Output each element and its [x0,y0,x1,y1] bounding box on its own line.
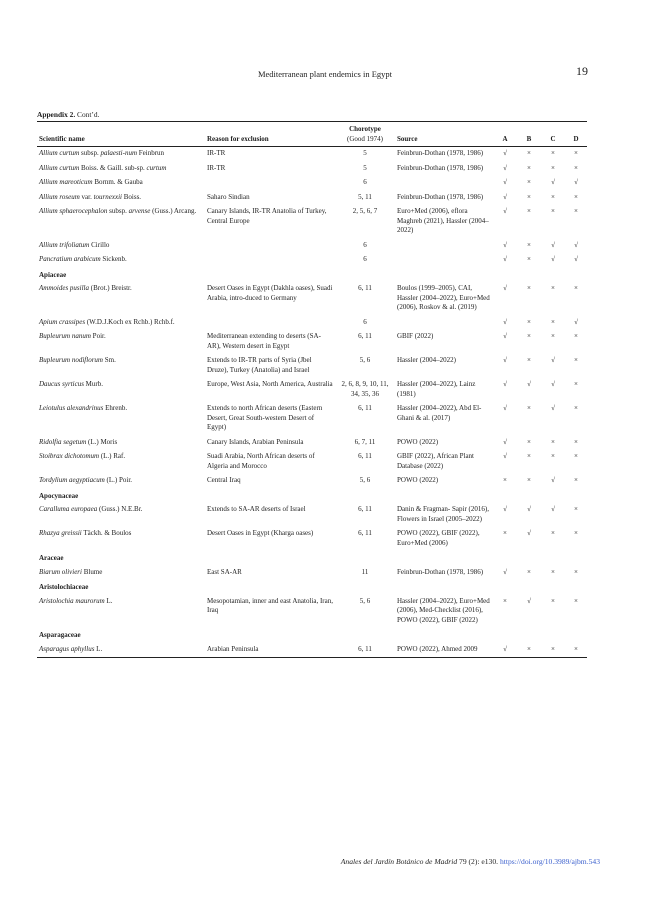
table-row [37,354,587,378]
name-part: subsp. [107,207,129,215]
table-row [37,474,587,489]
name-part: arvense [128,207,151,215]
source-ref: Danin & Fragman- Sapir (2016), Flowers in Israel (2005–2022) [397,505,489,523]
col-d-mark: × [574,207,578,215]
exclusion-table [37,121,587,658]
family-name: Apocynaceae [39,491,79,500]
col-d-mark: × [574,149,578,157]
col-c-mark: × [551,452,555,460]
col-header-source: Source [397,134,418,143]
col-d-mark: √ [574,317,578,326]
col-a-mark: √ [503,505,507,513]
exclusion-reason: Arabian Peninsula [207,644,259,653]
chorotype-value: 11 [361,567,369,576]
col-a-mark: √ [503,644,507,653]
family-name: Aristolochiaceae [39,583,89,591]
name-part: Leiotulus alexandrinus [39,404,104,412]
exclusion-reason: Central Iraq [207,476,241,484]
name-part: Tordylium aegyptiacum [39,476,105,484]
appendix-label: Appendix 2. [37,110,76,119]
name-part: curtum [146,163,167,172]
name-part: Boiss. [121,192,142,201]
table-row [37,436,587,451]
chorotype-value: 2, 6, 8, 9, 10, 11, 34, 35, 36 [341,380,389,398]
source-ref: Feinbrun-Dothan (1978, 1986) [397,192,484,201]
source-ref: Boulos (1999–2005), CAI, Hassler (2004–2022), Euro+Med (2006), Roskov & al. (2019) [397,284,490,311]
scientific-name [37,147,205,162]
chorotype-value: 5, 6 [359,596,371,605]
table-body [37,147,587,658]
col-d-mark: √ [574,255,578,263]
source-ref [395,316,493,331]
scientific-name [37,316,205,331]
source-ref: Feinbrun-Dothan (1978, 1986) [397,567,484,576]
col-d-mark: × [574,284,578,292]
name-part: Ridolfia segetum [39,437,87,446]
col-a-mark: √ [503,567,507,576]
scientific-name [37,239,205,254]
exclusion-reason: East SA-AR [207,567,242,576]
name-part: var. [79,192,94,201]
chorotype-value: 5, 6 [359,356,371,364]
family-row [37,580,587,595]
page-number: 19 [576,64,588,78]
col-a-mark: √ [503,332,507,340]
name-part: Stoibrax dichotomum [39,452,100,460]
col-c-mark: √ [551,380,555,388]
col-a-mark: √ [503,178,507,186]
col-c-mark: × [551,207,555,215]
col-d-mark: × [574,505,578,513]
footer-doi-link[interactable]: https://doi.org/10.3989/ajbm.543 [499,857,600,866]
name-part: palaesti-num [100,149,138,157]
col-a-mark: √ [503,404,507,412]
source-ref: Euro+Med (2006), eflora Maghreb (2021), Hassler (2004–2022) [397,207,489,234]
name-part: Bornm. & Gauba [92,178,143,186]
col-header-name: Scientific name [39,134,85,143]
col-c-mark: × [551,437,555,446]
col-a-mark: √ [503,452,507,460]
source-ref: Hassler (2004–2022), Abd El-Ghani & al. (2017) [397,404,482,422]
family-row [37,628,587,643]
table-row [37,450,587,474]
exclusion-reason: Canary Islands, Arabian Peninsula [207,437,304,446]
col-d-mark: × [574,452,578,460]
col-header-b: B [526,134,532,143]
source-ref [395,239,493,254]
scientific-name [37,191,205,206]
col-c-mark: √ [551,505,555,513]
name-part: Caralluma europaea [39,505,98,513]
col-b-mark: √ [527,505,531,513]
col-d-mark: √ [574,178,578,186]
source-ref [395,176,493,191]
col-a-mark: √ [503,317,507,326]
col-header-a: A [502,134,508,143]
exclusion-reason: Europe, West Asia, North America, Australia [207,380,333,388]
name-part: Boiss. & Gaill. sub-sp. [79,163,147,172]
source-ref: Feinbrun-Dothan (1978, 1986) [397,149,484,157]
col-a-mark: √ [503,207,507,215]
exclusion-reason: Extends to SA-AR deserts of Israel [207,505,306,513]
name-part: Allium curtum [39,163,80,172]
name-part: Murb. [83,380,103,388]
chorotype-value: 6, 11 [358,452,372,460]
source-ref: Hassler (2004–2022) [397,356,456,364]
name-part: (L.) Raf. [99,452,126,460]
scientific-name [37,282,205,316]
col-b-mark: × [527,404,531,412]
col-c-mark: × [551,317,555,326]
family-name: Asparagaceae [39,631,81,639]
col-d-mark: × [574,644,578,653]
source-ref: POWO (2022) [397,437,439,446]
col-b-mark: × [527,207,531,215]
col-b-mark: × [527,163,531,172]
scientific-name [37,643,205,658]
scientific-name [37,354,205,378]
name-part: Sm. [102,356,116,364]
name-part: Ehrenb. [103,404,128,412]
table-row [37,595,587,629]
chorotype-value: 6, 11 [358,404,372,412]
col-c-mark: √ [551,356,555,364]
name-part: Blume [81,567,103,576]
exclusion-reason: Desert Oases in Egypt (Kharga oases) [207,529,314,537]
name-part: Täckh. & Boulos [81,529,132,537]
col-d-mark: × [574,596,578,605]
col-d-mark: √ [574,240,578,249]
exclusion-reason: Mesopotamian, inner and east Anatolia, Iran, Iraq [207,596,333,614]
name-part: Allium trifoliatum [39,240,90,249]
appendix-title [37,110,99,119]
col-b-mark: × [527,284,531,292]
col-d-mark: × [574,476,578,484]
name-part: Bupleurum nanum [39,332,91,340]
col-a-mark: × [503,476,507,484]
col-b-mark: × [527,437,531,446]
table-row [37,527,587,551]
family-row [37,489,587,504]
col-b-mark: √ [527,529,531,537]
col-b-mark: × [527,476,531,484]
scientific-name [37,402,205,436]
name-part: (L.) Moris [86,437,118,446]
scientific-name [37,566,205,581]
exclusion-reason [205,316,335,331]
table-row [37,239,587,254]
col-c-mark: √ [551,255,555,263]
name-part: Cirillo [89,240,110,249]
table-header-row [37,122,587,147]
chorotype-value: 6, 11 [358,284,372,292]
table-row [37,330,587,354]
name-part: Bupleurum nodiflorum [39,356,103,364]
table-row [37,147,587,162]
col-b-mark: √ [527,380,531,388]
col-d-mark: × [574,567,578,576]
col-c-mark: × [551,529,555,537]
scientific-name [37,330,205,354]
scientific-name [37,176,205,191]
name-part: Daucus syrticus [39,380,84,388]
table-row [37,176,587,191]
col-b-mark: × [527,255,531,263]
scientific-name [37,474,205,489]
family-name: Araceae [39,554,64,562]
name-part: Poir. [90,332,106,340]
col-c-mark: √ [551,240,555,249]
col-header-c: C [550,134,556,143]
col-b-mark: × [527,452,531,460]
chorotype-value: 6 [363,240,367,249]
col-b-mark: √ [527,596,531,605]
name-part: Allium roseum [39,192,80,201]
col-d-mark: × [574,192,578,201]
family-row [37,551,587,566]
chorotype-value: 6, 11 [358,505,372,513]
running-head: Mediterranean plant endemics in Egypt [257,69,393,79]
col-a-mark: √ [503,255,507,263]
table-row [37,402,587,436]
col-b-mark: × [527,317,531,326]
col-c-mark: × [551,149,555,157]
scientific-name [37,527,205,551]
col-c-mark: × [551,192,555,201]
source-ref: Hassler (2004–2022), Lainz (1981) [397,380,476,398]
chorotype-value: 5 [363,149,367,157]
col-header-chorotype [335,122,395,147]
exclusion-reason: Suadi Arabia, North African deserts of Algeria and Morocco [207,452,315,470]
name-part: subsp. [79,149,101,157]
name-part: Aristolochia maurorum [39,596,105,605]
source-ref: POWO (2022), GBIF (2022), Euro+Med (2006) [397,529,480,547]
scientific-name [37,162,205,177]
col-a-mark: √ [503,149,507,157]
chorotype-value: 6 [363,178,367,186]
col-d-mark: × [574,163,578,172]
chorotype-value: 5 [363,163,367,172]
col-a-mark: √ [503,437,507,446]
scientific-name [37,205,205,239]
source-ref: GBIF (2022) [397,332,434,340]
col-a-mark: √ [503,192,507,201]
name-part: Asparagus aphyllus [39,644,95,653]
name-part: tournexxii [93,192,122,201]
col-b-mark: × [527,192,531,201]
name-part: (L.) Poir. [104,476,133,484]
name-part: Allium sphaerocephalon [39,207,108,215]
scientific-name [37,450,205,474]
col-d-mark: × [574,356,578,364]
exclusion-reason: Extends to north African deserts (Eastern Desert, Great South-western Desert of Egypt) [207,404,323,431]
col-d-mark: × [574,332,578,340]
footer-citation [0,857,600,866]
footer-journal: Anales del Jardín Botánico de Madrid [340,857,458,866]
table-row [37,643,587,658]
exclusion-reason: Extends to IR-TR parts of Syria (Jbel Druze), Turkey (Anatolia) and Israel [207,356,312,374]
col-b-mark: × [527,567,531,576]
table-row [37,191,587,206]
col-d-mark: × [574,380,578,388]
table-row [37,566,587,581]
chorotype-value: 5, 11 [358,192,372,201]
chorotype-value: 5, 6 [359,476,371,484]
source-ref: POWO (2022) [397,476,439,484]
exclusion-reason [205,239,335,254]
col-c-mark: × [551,567,555,576]
col-b-mark: × [527,356,531,364]
chorotype-value: 2, 5, 6, 7 [352,207,378,215]
col-c-mark: × [551,332,555,340]
col-a-mark: √ [503,380,507,388]
name-part: (Brot.) Breistr. [88,284,132,292]
source-ref: GBIF (2022), African Plant Database (2022) [397,452,474,470]
name-part: Biarum olivieri [39,567,82,576]
chorotype-value: 6, 11 [358,644,372,653]
col-c-mark: × [551,644,555,653]
col-c-mark: × [551,596,555,605]
name-part: L. [94,644,103,653]
chorotype-value: 6, 7, 11 [354,437,376,446]
source-ref: Feinbrun-Dothan (1978, 1986) [397,163,484,172]
col-d-mark: × [574,437,578,446]
chorotype-value: 6 [363,255,367,263]
col-d-mark: × [574,529,578,537]
col-b-mark: × [527,332,531,340]
name-part: Ammoides pusilla [39,284,89,292]
exclusion-reason: Saharo Sindian [207,192,250,201]
name-part: Pancratium arabicum [39,255,101,263]
exclusion-reason: IR-TR [207,163,226,172]
source-ref: POWO (2022), Ahmed 2009 [397,644,478,653]
table-row [37,205,587,239]
col-header-reason: Reason for exclusion [207,134,269,143]
scientific-name [37,595,205,629]
col-header-chorotype-title: Chorotype [349,125,381,133]
name-part: Allium mareoticum [39,178,93,186]
name-part: (Guss.) Arcang. [150,207,197,215]
col-header-d: D [573,134,579,143]
col-header-chorotype-sub: (Good 1974) [347,134,383,143]
table-row [37,378,587,402]
name-part: (Guss.) N.E.Br. [97,505,143,513]
scientific-name [37,436,205,451]
col-a-mark: × [503,529,507,537]
col-b-mark: × [527,240,531,249]
exclusion-reason: Desert Oases in Egypt (Dakhla oases), Suadi Arabia, intro-duced to Germany [207,284,333,302]
name-part: Sickenb. [100,255,127,263]
name-part: Rhazya greissii [39,529,82,537]
col-a-mark: √ [503,163,507,172]
exclusion-reason: IR-TR [207,149,226,157]
chorotype-value: 6, 11 [358,529,372,537]
family-row [37,268,587,283]
col-c-mark: × [551,284,555,292]
col-c-mark: √ [551,404,555,412]
col-c-mark: × [551,163,555,172]
col-a-mark: × [503,596,507,605]
name-part: Apium crassipes [39,317,86,326]
name-part: (W.D.J.Koch ex Rchb.) Rchb.f. [85,317,175,326]
source-ref [395,253,493,268]
name-part: L. [104,596,113,605]
scientific-name [37,253,205,268]
appendix-suffix: Cont’d. [75,110,100,119]
scientific-name [37,503,205,527]
exclusion-reason: Canary Islands, IR-TR Anatolia of Turkey, Central Europe [207,207,327,225]
table-row [37,503,587,527]
chorotype-value: 6 [363,317,367,326]
col-b-mark: × [527,644,531,653]
col-b-mark: × [527,178,531,186]
col-a-mark: √ [503,284,507,292]
table-row [37,282,587,316]
table-row [37,162,587,177]
scientific-name [37,378,205,402]
chorotype-value: 6, 11 [358,332,372,340]
col-a-mark: √ [503,240,507,249]
exclusion-reason: Mediterranean extending to deserts (SA-AR), Western desert in Egypt [207,332,321,350]
exclusion-reason [205,253,335,268]
exclusion-reason [205,176,335,191]
footer-issue: 79 (2): e130. [457,857,500,866]
source-ref: Hassler (2004–2022), Euro+Med (2006), Med-Checklist (2016), POWO (2022), GBIF (2022) [397,596,490,624]
table-row [37,316,587,331]
family-name: Apiaceae [39,270,67,279]
col-c-mark: √ [551,476,555,484]
table-row [37,253,587,268]
col-c-mark: √ [551,178,555,186]
name-part: Allium curtum [39,149,80,157]
col-d-mark: × [574,404,578,412]
col-b-mark: × [527,149,531,157]
name-part: Feinbrun [137,149,165,157]
col-a-mark: √ [503,356,507,364]
